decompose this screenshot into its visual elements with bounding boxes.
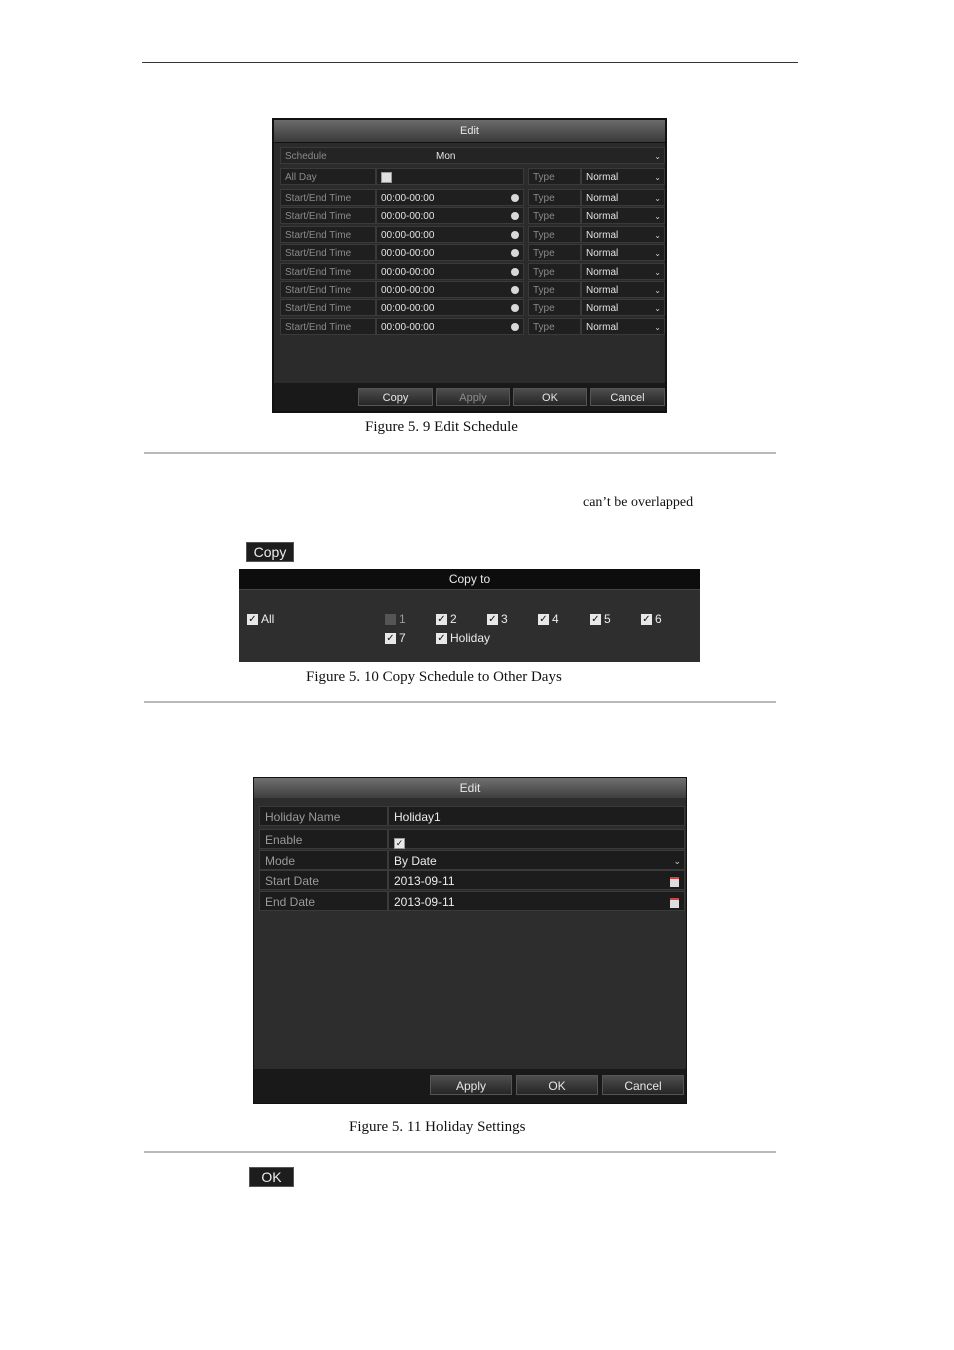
type-value: Normal	[586, 229, 619, 241]
apply-button[interactable]: Apply	[436, 388, 510, 406]
allday-checkbox[interactable]	[381, 172, 392, 183]
holiday-edit-dialog	[253, 777, 687, 1104]
type-value: Normal	[586, 248, 619, 260]
checkbox-day[interactable]: ✓ Holiday	[437, 631, 491, 645]
copy-to-title: Copy to	[239, 569, 700, 590]
type-select[interactable]	[581, 168, 665, 185]
time-label: Start/End Time	[285, 248, 352, 260]
schedule-row	[280, 147, 663, 164]
type-select[interactable]	[581, 189, 665, 206]
type-value: Normal	[586, 266, 619, 278]
checkbox-day[interactable]: ✓ 4	[539, 612, 559, 626]
type-value: Normal	[586, 321, 619, 333]
type-value: Normal	[586, 285, 619, 296]
time-label: Start/End Time	[285, 266, 352, 278]
time-label: Start/End Time	[285, 211, 352, 223]
type-label: Type	[533, 285, 555, 296]
time-row	[280, 244, 663, 261]
type-select[interactable]	[581, 299, 665, 316]
checkbox-icon	[385, 614, 396, 625]
dialog-title: Edit	[254, 778, 686, 798]
dialog-button-bar	[254, 1069, 686, 1103]
time-range-field[interactable]	[376, 299, 524, 316]
chevron-down-icon: ⌄	[654, 230, 661, 240]
time-row	[280, 299, 663, 316]
time-value: 00:00-00:00	[381, 285, 435, 296]
checkbox-icon: ✓	[437, 633, 446, 645]
holiday-field-row	[259, 829, 684, 849]
time-range-field[interactable]	[376, 226, 524, 243]
field-label: Holiday Name	[265, 810, 341, 824]
type-label: Type	[533, 172, 555, 183]
holiday-field-row	[259, 870, 684, 890]
holiday-field-row	[259, 850, 684, 870]
chevron-down-icon: ⌄	[654, 249, 661, 259]
chevron-down-icon: ⌄	[654, 304, 661, 314]
field-label: Enable	[265, 833, 303, 847]
field-label: Start Date	[265, 874, 320, 888]
time-range-field[interactable]	[376, 263, 524, 280]
dialog-button-bar	[274, 383, 665, 411]
time-range-field[interactable]	[376, 318, 524, 335]
checkbox-day[interactable]: ✓ 6	[642, 612, 662, 626]
time-row	[280, 207, 663, 224]
copy-to-panel	[239, 569, 700, 662]
checkbox-icon: ✓	[539, 614, 548, 626]
clock-icon[interactable]	[511, 212, 519, 220]
type-select[interactable]	[581, 244, 665, 261]
field-value[interactable]: By Date ⌄	[388, 850, 685, 870]
cancel-button[interactable]: Cancel	[602, 1075, 684, 1095]
type-label: Type	[533, 229, 555, 241]
copy-inline-button: Copy	[246, 542, 294, 562]
chevron-down-icon: ⌄	[654, 152, 661, 161]
field-value[interactable]: Holiday1	[388, 806, 685, 826]
checkbox-day[interactable]: 1	[385, 613, 406, 626]
section-divider	[144, 452, 776, 454]
chevron-down-icon: ⌄	[654, 322, 661, 332]
holiday-field-row	[259, 806, 684, 826]
time-label: Start/End Time	[285, 303, 352, 315]
time-label: Start/End Time	[285, 229, 352, 241]
overlap-note: can’t be overlapped	[583, 495, 694, 510]
checkbox-all[interactable]: ✓ All	[248, 612, 275, 626]
time-range-field[interactable]	[376, 207, 524, 224]
checkbox-icon: ✓	[248, 614, 257, 626]
clock-icon[interactable]	[511, 194, 519, 202]
time-row	[280, 318, 663, 335]
figure-caption: Figure 5. 10 Copy Schedule to Other Days	[306, 669, 562, 685]
clock-icon[interactable]	[511, 323, 519, 331]
time-range-field[interactable]	[376, 281, 524, 298]
schedule-value: Mon	[436, 151, 456, 162]
type-value: Normal	[586, 193, 619, 204]
time-range-field[interactable]	[376, 189, 524, 206]
ok-button[interactable]: OK	[513, 388, 587, 406]
time-value: 00:00-00:00	[381, 211, 435, 223]
time-label: Start/End Time	[285, 321, 352, 333]
chevron-down-icon: ⌄	[654, 194, 661, 203]
time-row	[280, 263, 663, 280]
checkbox-day[interactable]: ✓ 3	[488, 612, 508, 626]
time-row	[280, 281, 663, 298]
field-label: End Date	[265, 895, 316, 909]
allday-label: All Day	[285, 172, 317, 183]
schedule-label: Schedule	[285, 151, 327, 162]
chevron-down-icon: ⌄	[654, 173, 661, 182]
calendar-icon[interactable]	[670, 898, 679, 908]
type-label: Type	[533, 266, 555, 278]
type-label: Type	[533, 303, 555, 315]
time-value: 00:00-00:00	[381, 193, 435, 204]
figure-caption: Figure 5. 11 Holiday Settings	[349, 1119, 526, 1135]
time-label: Start/End Time	[285, 285, 352, 296]
type-label: Type	[533, 211, 555, 223]
calendar-icon[interactable]	[670, 877, 679, 887]
ok-button[interactable]: OK	[516, 1075, 598, 1095]
type-value: Normal	[586, 303, 619, 315]
section-divider	[144, 1151, 776, 1153]
checkbox-icon: ✓	[437, 614, 446, 626]
time-range-field[interactable]	[376, 244, 524, 261]
clock-icon[interactable]	[511, 268, 519, 276]
time-value: 00:00-00:00	[381, 321, 435, 333]
checkbox-icon: ✓	[642, 614, 651, 626]
checkbox-day[interactable]: ✓ 2	[437, 612, 457, 626]
clock-icon[interactable]	[511, 231, 519, 239]
clock-icon[interactable]	[511, 249, 519, 257]
checkbox-icon: ✓	[591, 614, 600, 626]
clock-icon[interactable]	[511, 304, 519, 312]
time-row	[280, 189, 663, 206]
time-value: 00:00-00:00	[381, 248, 435, 260]
field-value[interactable]: 2013-09-11	[388, 891, 685, 911]
type-select[interactable]	[581, 318, 665, 335]
chevron-down-icon: ⌄	[654, 286, 661, 295]
time-value: 00:00-00:00	[381, 229, 435, 241]
field-value[interactable]: 2013-09-11	[388, 870, 685, 890]
checkbox-day[interactable]: ✓ 5	[591, 612, 611, 626]
field-label: Mode	[265, 854, 296, 868]
type-label: Type	[533, 321, 555, 333]
cancel-button[interactable]: Cancel	[590, 388, 665, 406]
type-value: Normal	[586, 211, 619, 223]
schedule-select[interactable]	[280, 147, 665, 164]
time-value: 00:00-00:00	[381, 266, 435, 278]
type-label: Type	[533, 248, 555, 260]
checkbox-icon: ✓	[386, 633, 395, 645]
checkbox-icon: ✓	[488, 614, 497, 626]
ok-inline-button: OK	[249, 1167, 294, 1187]
edit-schedule-dialog	[272, 118, 667, 413]
dialog-title: Edit	[274, 120, 665, 143]
type-select[interactable]	[581, 226, 665, 243]
chevron-down-icon: ⌄	[654, 212, 661, 222]
apply-button[interactable]: Apply	[430, 1075, 512, 1095]
copy-button[interactable]: Copy	[358, 388, 433, 406]
time-value: 00:00-00:00	[381, 303, 435, 315]
type-select[interactable]	[581, 207, 665, 224]
checkbox-day[interactable]: ✓ 7	[386, 631, 406, 645]
enable-checkbox[interactable]: ✓	[395, 837, 404, 848]
chevron-down-icon: ⌄	[654, 267, 661, 277]
type-label: Type	[533, 193, 555, 204]
clock-icon[interactable]	[511, 286, 519, 294]
section-divider	[144, 701, 776, 703]
allday-row	[280, 168, 663, 185]
type-value: Normal	[586, 172, 619, 183]
header-rule	[142, 62, 798, 63]
type-select[interactable]	[581, 281, 665, 298]
holiday-field-row	[259, 891, 684, 911]
field-value[interactable]	[388, 829, 685, 849]
type-select[interactable]	[581, 263, 665, 280]
chevron-down-icon: ⌄	[673, 856, 681, 866]
time-label: Start/End Time	[285, 193, 352, 204]
time-row	[280, 226, 663, 243]
figure-caption: Figure 5. 9 Edit Schedule	[365, 419, 518, 435]
